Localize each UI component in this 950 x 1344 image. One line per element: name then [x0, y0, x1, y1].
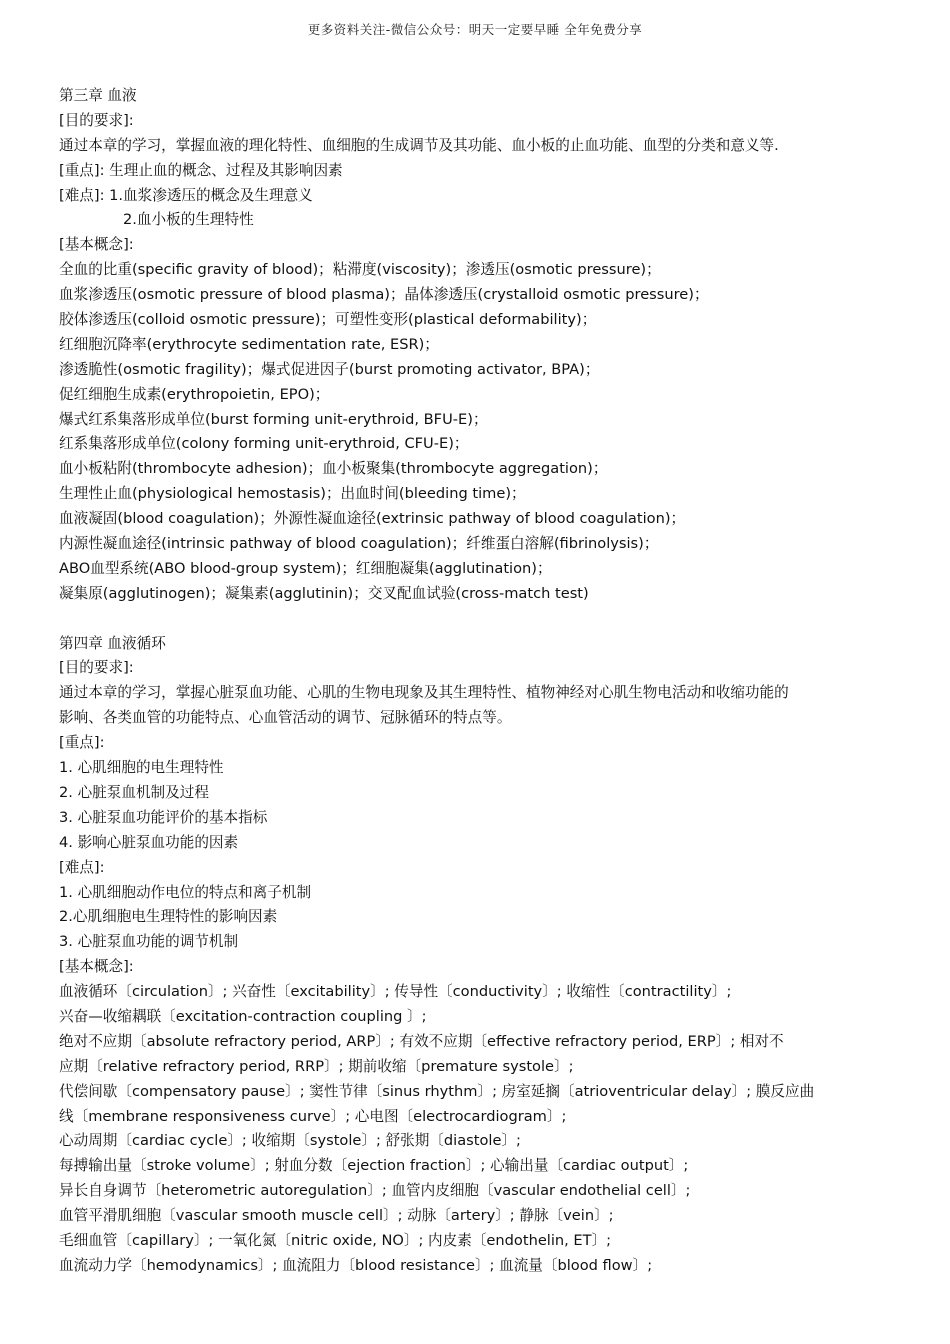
chapter-3-concept-line: 内源性凝血途径(intrinsic pathway of blood coagulation)；纤维蛋白溶解(fibrinolysis)；	[59, 535, 659, 553]
chapter-4-concepts-label: [基本概念]:	[59, 958, 134, 976]
chapter-4-title: 第四章 血液循环	[59, 634, 166, 652]
chapter-3-concept-line: 血液凝固(blood coagulation)；外源性凝血途径(extrinsic pathway of blood coagulation)；	[59, 510, 686, 528]
section-spacer	[59, 607, 899, 632]
chapter-3-concept-line: 全血的比重(specific gravity of blood)；粘滞度(viscosity)；渗透压(osmotic pressure)；	[59, 261, 661, 279]
chapter-3-concept-line: 渗透脆性(osmotic fragility)；爆式促进因子(burst promoting activator, BPA)；	[59, 360, 600, 378]
chapter-4-key-points-label: [重点]:	[59, 734, 105, 752]
chapter-4-concept-line: 毛细血管〔capillary〕; 一氧化氮〔nitric oxide, NO〕; 内皮素〔endothelin, ET〕;	[59, 1231, 612, 1249]
chapter-4-concept-line: 兴奋—收缩耦联〔excitation-contraction coupling 〕;	[59, 1007, 427, 1025]
chapter-3-concept-line: 红细胞沉降率(erythrocyte sedimentation rate, ESR)；	[59, 335, 439, 353]
chapter-4-concept-line: 血流动力学〔hemodynamics〕; 血流阻力〔blood resistance〕; 血流量〔blood flow〕;	[59, 1256, 653, 1274]
document-body	[59, 84, 899, 1279]
chapter-3-objectives-text: 通过本章的学习，掌握血液的理化特性、血细胞的生成调节及其功能、血小板的止血功能、血型的分类和意义等.	[59, 136, 779, 154]
chapter-4-objectives-label: [目的要求]:	[59, 659, 134, 677]
chapter-4-key-point: 3. 心脏泵血功能评价的基本指标	[59, 808, 268, 826]
chapter-3-concept-line: 血浆渗透压(osmotic pressure of blood plasma)；晶体渗透压(crystalloid osmotic pressure)；	[59, 286, 709, 304]
page-header: 更多资料关注-微信公众号：明天一定要早睡 全年免费分享	[307, 22, 643, 37]
chapter-4-key-point: 2. 心脏泵血机制及过程	[59, 783, 209, 801]
chapter-4-concept-line: 每搏输出量〔stroke volume〕; 射血分数〔ejection fraction〕; 心输出量〔cardiac output〕;	[59, 1157, 689, 1175]
chapter-4-objectives-text-2: 影响、各类血管的功能特点、心血管活动的调节、冠脉循环的特点等。	[59, 709, 512, 727]
chapter-4-concept-line: 心动周期〔cardiac cycle〕; 收缩期〔systole〕; 舒张期〔diastole〕;	[59, 1132, 521, 1150]
chapter-4-key-point: 1. 心肌细胞的电生理特性	[59, 759, 224, 777]
chapter-4-concept-line: 异长自身调节〔heterometric autoregulation〕; 血管内皮细胞〔vascular endothelial cell〕;	[59, 1182, 691, 1200]
chapter-3-concept-line: 胶体渗透压(colloid osmotic pressure)；可塑性变形(plastical deformability)；	[59, 311, 597, 329]
chapter-4-objectives-text-1: 通过本章的学习，掌握心脏泵血功能、心肌的生物电现象及其生理特性、植物神经对心肌生物电活动和收缩功能的	[59, 684, 789, 702]
chapter-4-concept-line: 应期〔relative refractory period, RRP〕; 期前收缩〔premature systole〕;	[59, 1057, 574, 1075]
chapter-3-concept-line: 红系集落形成单位(colony forming unit-erythroid, CFU-E)；	[59, 435, 469, 453]
chapter-3-concepts-label: [基本概念]:	[59, 236, 134, 254]
chapter-3-concept-line: 爆式红系集落形成单位(burst forming unit-erythroid, BFU-E)；	[59, 410, 488, 428]
chapter-3-difficulty-2: 2.血小板的生理特性	[123, 211, 254, 229]
chapter-4-difficulty: 3. 心脏泵血功能的调节机制	[59, 933, 239, 951]
chapter-4-concept-line: 血液循环〔circulation〕; 兴奋性〔excitability〕; 传导性〔conductivity〕; 收缩性〔contractility〕;	[59, 983, 732, 1001]
chapter-3-concept-line: ABO血型系统(ABO blood-group system)；红细胞凝集(agglutination)；	[59, 559, 552, 577]
chapter-3-concept-line: 凝集原(agglutinogen)；凝集素(agglutinin)；交叉配血试验(cross-match test)	[59, 584, 589, 602]
chapter-4-difficulty: 2.心肌细胞电生理特性的影响因素	[59, 908, 278, 926]
chapter-4-concept-line: 绝对不应期〔absolute refractory period, ARP〕; 有效不应期〔effective refractory period, ERP〕; 相对不	[59, 1032, 784, 1050]
chapter-4-concept-line: 血管平滑肌细胞〔vascular smooth muscle cell〕; 动脉〔artery〕; 静脉〔vein〕;	[59, 1207, 614, 1225]
chapter-3-difficulty-1: [难点]: 1.血浆渗透压的概念及生理意义	[59, 186, 313, 204]
chapter-3-title: 第三章 血液	[59, 87, 137, 104]
chapter-4-difficulties-label: [难点]:	[59, 858, 105, 876]
chapter-4-key-point: 4. 影响心脏泵血功能的因素	[59, 833, 239, 851]
chapter-4-concept-line: 线〔membrane responsiveness curve〕; 心电图〔electrocardiogram〕;	[59, 1107, 567, 1125]
chapter-4-difficulty: 1. 心肌细胞动作电位的特点和离子机制	[59, 883, 312, 901]
chapter-3-concept-line: 生理性止血(physiological hemostasis)；出血时间(bleeding time)；	[59, 485, 526, 503]
chapter-4-concept-line: 代偿间歇〔compensatory pause〕; 窦性节律〔sinus rhythm〕; 房室延搁〔atrioventricular delay〕; 膜反应曲	[59, 1082, 815, 1100]
chapter-3-concept-line: 血小板粘附(thrombocyte adhesion)；血小板聚集(thrombocyte aggregation)；	[59, 460, 608, 478]
chapter-3-objectives-label: [目的要求]:	[59, 111, 134, 129]
chapter-3-concept-line: 促红细胞生成素(erythropoietin, EPO)；	[59, 385, 330, 403]
chapter-3-key-points: [重点]: 生理止血的概念、过程及其影响因素	[59, 161, 343, 179]
